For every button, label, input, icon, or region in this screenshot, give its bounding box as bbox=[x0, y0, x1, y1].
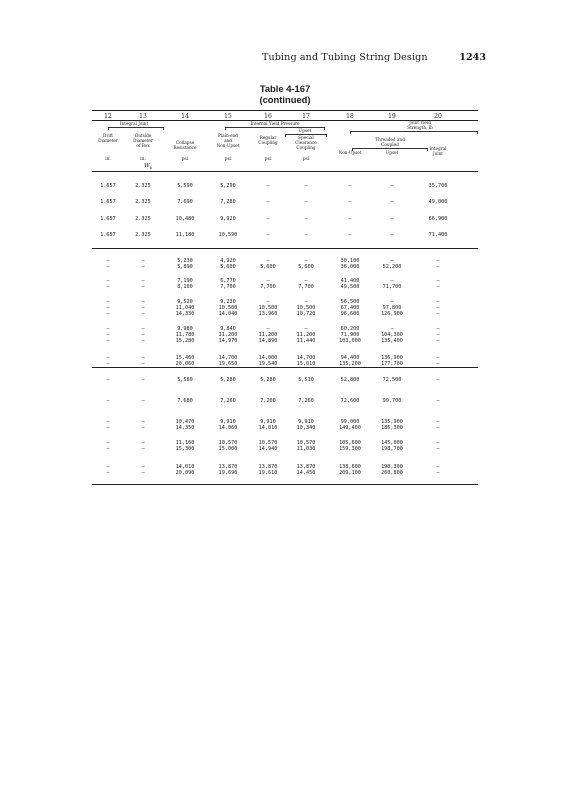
table-cell: — bbox=[106, 470, 110, 476]
table-cell: 13,870 bbox=[218, 464, 238, 470]
table-cell: — bbox=[106, 264, 110, 270]
table-cell: 13,870 bbox=[258, 464, 278, 470]
table-cell: 126,900 bbox=[381, 311, 403, 317]
table-cell: 71,400 bbox=[428, 231, 448, 238]
table-cell: 7,690 bbox=[177, 199, 193, 206]
table-cell: — bbox=[106, 355, 110, 361]
table-cell: 10,720 bbox=[296, 311, 316, 317]
group-header-integral-joint: Integral Joint bbox=[119, 121, 149, 126]
table-cell: — bbox=[266, 183, 270, 189]
table-cell: — bbox=[348, 183, 352, 189]
table-row bbox=[92, 264, 478, 271]
table-cell: 49,000 bbox=[428, 199, 448, 206]
table-cell: 19,650 bbox=[218, 361, 238, 367]
table-cell: 66,900 bbox=[428, 215, 448, 222]
table-cell: 19,690 bbox=[218, 470, 238, 476]
table-row bbox=[92, 425, 478, 432]
table-cell: 6,770 bbox=[220, 278, 236, 284]
table-cell: 14,000 bbox=[258, 355, 278, 361]
table-cell: — bbox=[436, 332, 440, 338]
table-cell: 7,700 bbox=[298, 284, 314, 290]
table-cell: 19,610 bbox=[258, 470, 278, 476]
table-cell: 9,920 bbox=[220, 215, 236, 222]
table-cell: 2.325 bbox=[135, 183, 151, 189]
table-row bbox=[92, 216, 478, 223]
column-number: 12 bbox=[104, 113, 112, 120]
table-cell: 186,300 bbox=[381, 425, 403, 431]
table-cell: — bbox=[106, 258, 110, 264]
table-cell: 138,600 bbox=[339, 464, 361, 470]
table-cell: 13,870 bbox=[296, 464, 316, 470]
table-cell: 5,600 bbox=[260, 264, 276, 270]
table-cell: — bbox=[266, 299, 270, 305]
table-cell: 60,200 bbox=[340, 326, 360, 332]
column-header-line: Coupling bbox=[258, 140, 278, 145]
table-row bbox=[92, 338, 478, 345]
table-cell: — bbox=[436, 278, 440, 284]
column-header-line: Resistance bbox=[173, 145, 197, 150]
table-cell: 7,190 bbox=[177, 278, 193, 284]
table-cell: 10,470 bbox=[175, 419, 195, 425]
table-cell: 14,010 bbox=[175, 464, 195, 470]
table-cell: 2.325 bbox=[135, 215, 151, 222]
unit-label: psi bbox=[302, 157, 310, 162]
column-number: 19 bbox=[388, 113, 396, 120]
table-cell: 14,940 bbox=[258, 446, 278, 452]
table-cell: — bbox=[436, 305, 440, 311]
table-cell: 71,700 bbox=[382, 284, 402, 290]
table-cell: — bbox=[390, 299, 394, 305]
table-cell: — bbox=[106, 377, 110, 383]
table-cell: 72,600 bbox=[340, 398, 360, 404]
table-cell: — bbox=[304, 326, 308, 332]
table-cell: 5,600 bbox=[298, 264, 314, 270]
table-cell: — bbox=[390, 258, 394, 264]
brace-integral-joint bbox=[108, 127, 164, 131]
column-header-line: Regular bbox=[259, 135, 277, 140]
column-header-line: Coupling bbox=[296, 145, 316, 150]
table-cell: 260,800 bbox=[381, 470, 403, 476]
table-cell: 145,000 bbox=[381, 440, 403, 446]
column-header-line: Clearance bbox=[295, 140, 317, 145]
table-cell: 14,040 bbox=[218, 311, 238, 317]
table-cell: — bbox=[436, 299, 440, 305]
table-cell: 136,900 bbox=[381, 355, 403, 361]
table-cell: — bbox=[266, 278, 270, 284]
table-row bbox=[92, 199, 478, 206]
table-cell: 14,010 bbox=[258, 425, 278, 431]
table-cell: 41,400 bbox=[340, 278, 360, 284]
table-cell: 7,260 bbox=[298, 398, 314, 404]
table-cell: 7,280 bbox=[220, 199, 236, 206]
table-cell: — bbox=[390, 199, 394, 206]
column-number: 18 bbox=[346, 113, 354, 120]
table-cell: 9,840 bbox=[220, 326, 236, 332]
table-cell: — bbox=[141, 305, 145, 311]
table-cell: 2.325 bbox=[135, 199, 151, 206]
table-cell: 4,920 bbox=[220, 258, 236, 264]
table-cell: — bbox=[141, 398, 145, 404]
table-cell: — bbox=[141, 311, 145, 317]
table-cell: — bbox=[141, 446, 145, 452]
table-cell: 105,600 bbox=[339, 440, 361, 446]
table-cell: 20,060 bbox=[175, 361, 195, 367]
table-cell: — bbox=[436, 264, 440, 270]
section-rule-1 bbox=[92, 248, 478, 249]
column-header-line: and bbox=[224, 138, 232, 143]
table-cell: 1.657 bbox=[100, 199, 116, 206]
header-bottom-rule bbox=[92, 171, 478, 172]
table-cell: 10,570 bbox=[218, 440, 238, 446]
table-cell: 10,590 bbox=[218, 231, 238, 238]
column-header-line: Collapse bbox=[175, 140, 195, 145]
table-cell: — bbox=[141, 470, 145, 476]
column-header-line: Non-Upset bbox=[338, 150, 362, 155]
table-cell: 10,500 bbox=[218, 305, 238, 311]
table-cell: 14,330 bbox=[175, 311, 195, 317]
table-cell: 14,060 bbox=[218, 425, 238, 431]
table-cell: 10,500 bbox=[296, 305, 316, 311]
table-row bbox=[92, 311, 478, 318]
brace-joint-yield bbox=[350, 131, 478, 135]
table-cell: 1.657 bbox=[100, 215, 116, 222]
table-cell: 67,400 bbox=[340, 305, 360, 311]
table-cell: 9,910 bbox=[298, 419, 314, 425]
table-cell: 30,100 bbox=[340, 258, 360, 264]
table-cell: — bbox=[266, 199, 270, 206]
group-header-upset: Upset bbox=[298, 128, 312, 133]
table-cell: 1.657 bbox=[100, 231, 116, 238]
table-row bbox=[92, 470, 478, 477]
table-cell: 9,230 bbox=[220, 299, 236, 305]
table-cell: — bbox=[390, 215, 394, 222]
unit-label: psi bbox=[264, 157, 272, 162]
group-header-threaded-coupled: Threaded and bbox=[375, 137, 405, 142]
table-cell: 15,000 bbox=[218, 446, 238, 452]
table-cell: 11,160 bbox=[175, 440, 195, 446]
table-cell: — bbox=[436, 464, 440, 470]
table-cell: 11,200 bbox=[258, 332, 278, 338]
table-cell: 5,590 bbox=[177, 183, 193, 189]
table-cell: — bbox=[304, 199, 308, 206]
table-cell: 103,000 bbox=[339, 338, 361, 344]
table-cell: 5,280 bbox=[220, 377, 236, 383]
table-cell: — bbox=[106, 338, 110, 344]
table-title: Table 4-167 bbox=[259, 83, 311, 94]
weight-symbol-subscript: b bbox=[149, 166, 152, 171]
table-cell: 15,280 bbox=[175, 338, 195, 344]
table-cell: 9,910 bbox=[260, 419, 276, 425]
unit-label: psi bbox=[224, 157, 232, 162]
table-cell: — bbox=[436, 398, 440, 404]
table-cell: — bbox=[141, 264, 145, 270]
table-cell: 10,500 bbox=[258, 305, 278, 311]
column-number: 17 bbox=[302, 113, 310, 120]
table-cell: — bbox=[266, 215, 270, 222]
weight-symbol-letter: W bbox=[144, 163, 150, 169]
table-cell: 9,980 bbox=[177, 326, 193, 332]
column-number: 16 bbox=[264, 113, 272, 120]
table-cell: — bbox=[106, 446, 110, 452]
column-header-line: Drift bbox=[103, 133, 113, 138]
table-row bbox=[92, 361, 478, 368]
table-cell: 14,970 bbox=[218, 338, 238, 344]
table-cell: 15,460 bbox=[175, 355, 195, 361]
table-cell: — bbox=[436, 258, 440, 264]
table-row bbox=[92, 284, 478, 291]
weight-symbol bbox=[144, 163, 152, 170]
unit-label: psi bbox=[181, 157, 189, 162]
table-cell: 96,600 bbox=[340, 311, 360, 317]
table-cell: 7,260 bbox=[220, 398, 236, 404]
table-cell: 5,290 bbox=[220, 183, 236, 189]
table-cell: — bbox=[106, 284, 110, 290]
table-cell: — bbox=[141, 464, 145, 470]
table-cell: — bbox=[106, 311, 110, 317]
unit-label: in. bbox=[105, 157, 111, 162]
table-cell: 72,500 bbox=[382, 377, 402, 383]
table-cell: — bbox=[348, 199, 352, 206]
table-cell: — bbox=[141, 440, 145, 446]
table-cell: — bbox=[436, 419, 440, 425]
table-cell: 10,480 bbox=[175, 215, 195, 222]
table-cell: — bbox=[304, 278, 308, 284]
table-cell: — bbox=[304, 231, 308, 238]
table-cell: — bbox=[390, 278, 394, 284]
table-cell: — bbox=[436, 425, 440, 431]
table-cell: — bbox=[141, 361, 145, 367]
table-cell: 14,450 bbox=[296, 470, 316, 476]
table-row bbox=[92, 183, 478, 190]
table-cell: — bbox=[436, 326, 440, 332]
column-header-line: Joint bbox=[433, 151, 443, 156]
table-cell: — bbox=[141, 377, 145, 383]
unit-label: in. bbox=[140, 157, 146, 162]
table-cell: 149,400 bbox=[339, 425, 361, 431]
table-cell: — bbox=[141, 299, 145, 305]
table-cell: 11,780 bbox=[175, 332, 195, 338]
table-cell: — bbox=[436, 440, 440, 446]
table-cell: 135,400 bbox=[381, 338, 403, 344]
table-cell: 14,700 bbox=[218, 355, 238, 361]
running-title: Tubing and Tubing String Design bbox=[262, 52, 428, 63]
table-cell: 94,400 bbox=[340, 355, 360, 361]
table-cell: 7,680 bbox=[177, 398, 193, 404]
table-cell: — bbox=[141, 326, 145, 332]
table-cell: 56,500 bbox=[340, 299, 360, 305]
table-cell: 20,090 bbox=[175, 470, 195, 476]
column-header-line: Special bbox=[298, 135, 314, 140]
table-cell: 49,500 bbox=[340, 284, 360, 290]
table-cell: — bbox=[141, 355, 145, 361]
table-cell: 35,700 bbox=[428, 183, 448, 189]
column-number: 15 bbox=[224, 113, 232, 120]
table-cell: 11,040 bbox=[175, 305, 195, 311]
group-header-joint-yield-2: Strength, lb bbox=[407, 125, 433, 130]
table-cell: — bbox=[304, 215, 308, 222]
table-cell: — bbox=[348, 215, 352, 222]
column-header-line: Plain-end bbox=[218, 133, 238, 138]
table-cell: 14,350 bbox=[175, 425, 195, 431]
table-cell: 14,890 bbox=[258, 338, 278, 344]
table-cell: — bbox=[106, 305, 110, 311]
column-header-line: Non-Upset bbox=[216, 143, 240, 148]
column-header-line: Upset bbox=[385, 150, 399, 155]
table-bottom-rule bbox=[92, 484, 478, 485]
table-cell: 9,910 bbox=[220, 419, 236, 425]
table-cell: — bbox=[390, 231, 394, 238]
table-cell: 8,100 bbox=[177, 284, 193, 290]
table-cell: 5,280 bbox=[260, 377, 276, 383]
column-header-line: Outside bbox=[134, 133, 152, 138]
table-cell: 2.325 bbox=[135, 231, 151, 238]
table-cell: 5,230 bbox=[177, 258, 193, 264]
table-cell: — bbox=[106, 398, 110, 404]
table-cell: 1.657 bbox=[100, 183, 116, 189]
table-cell: 5,580 bbox=[177, 377, 193, 383]
column-header-line: Integral bbox=[429, 146, 447, 151]
table-cell: 135,900 bbox=[381, 419, 403, 425]
table-cell: 104,300 bbox=[381, 332, 403, 338]
table-cell: — bbox=[141, 419, 145, 425]
table-cell: 5,890 bbox=[177, 264, 193, 270]
page-number: 1243 bbox=[459, 52, 486, 63]
table-cell: 36,000 bbox=[340, 264, 360, 270]
column-header-line: of Box bbox=[136, 143, 150, 148]
table-cell: — bbox=[106, 299, 110, 305]
table-cell: — bbox=[304, 258, 308, 264]
table-cell: 99,700 bbox=[382, 398, 402, 404]
column-number: 20 bbox=[434, 113, 442, 120]
table-cell: — bbox=[141, 258, 145, 264]
table-cell: 159,300 bbox=[339, 446, 361, 452]
table-row bbox=[92, 446, 478, 453]
table-cell: — bbox=[106, 326, 110, 332]
table-cell: 97,800 bbox=[382, 305, 402, 311]
table-cell: — bbox=[141, 278, 145, 284]
table-cell: 11,200 bbox=[296, 332, 316, 338]
table-row bbox=[92, 377, 478, 384]
table-cell: 99,000 bbox=[340, 419, 360, 425]
table-cell: 10,570 bbox=[258, 440, 278, 446]
table-cell: — bbox=[141, 332, 145, 338]
table-cell: 7,700 bbox=[260, 284, 276, 290]
table-cell: — bbox=[141, 338, 145, 344]
table-cell: — bbox=[436, 361, 440, 367]
table-cell: 15,300 bbox=[175, 446, 195, 452]
table-cell: — bbox=[141, 284, 145, 290]
table-cell: — bbox=[266, 326, 270, 332]
column-number: 14 bbox=[181, 113, 189, 120]
table-cell: 10,570 bbox=[296, 440, 316, 446]
table-cell: 19,540 bbox=[258, 361, 278, 367]
table-cell: 52,800 bbox=[340, 377, 360, 383]
table-cell: — bbox=[106, 332, 110, 338]
table-cell: — bbox=[304, 299, 308, 305]
table-cell: — bbox=[436, 311, 440, 317]
table-cell: 15,010 bbox=[296, 361, 316, 367]
table-cell: 198,700 bbox=[381, 446, 403, 452]
table-cell: — bbox=[266, 258, 270, 264]
table-cell: 11,030 bbox=[296, 446, 316, 452]
group-header-internal-yield: Internal Yield Pressure bbox=[250, 121, 300, 126]
table-cell: 10,340 bbox=[296, 425, 316, 431]
column-header-line: Diameter bbox=[98, 138, 118, 143]
table-cell: — bbox=[390, 326, 394, 332]
table-cell: 5,600 bbox=[220, 264, 236, 270]
table-cell: — bbox=[436, 446, 440, 452]
table-cell: — bbox=[141, 425, 145, 431]
group-header-joint-yield: Joint Yield bbox=[409, 120, 431, 125]
table-cell: — bbox=[436, 284, 440, 290]
table-cell: 11,200 bbox=[218, 332, 238, 338]
table-cell: 7,700 bbox=[220, 284, 236, 290]
table-cell: 14,700 bbox=[296, 355, 316, 361]
table-title-block bbox=[92, 83, 478, 105]
table-cell: — bbox=[106, 361, 110, 367]
table-cell: 71,900 bbox=[340, 332, 360, 338]
table-cell: 209,100 bbox=[339, 470, 361, 476]
table-cell: — bbox=[348, 231, 352, 238]
group-header-threaded-coupled-2: Coupled bbox=[381, 142, 399, 147]
table-cell: — bbox=[436, 338, 440, 344]
table-cell: — bbox=[106, 464, 110, 470]
table-cell: 11,440 bbox=[296, 338, 316, 344]
table-cell: 190,300 bbox=[381, 464, 403, 470]
table-cell: — bbox=[436, 377, 440, 383]
table-cell: — bbox=[436, 470, 440, 476]
table-cell: — bbox=[106, 419, 110, 425]
table-subtitle: (continued) bbox=[259, 94, 311, 105]
table-cell: — bbox=[390, 183, 394, 189]
table-row bbox=[92, 232, 478, 239]
table-cell: 135,200 bbox=[339, 361, 361, 367]
table-cell: 7,200 bbox=[260, 398, 276, 404]
table-cell: 177,700 bbox=[381, 361, 403, 367]
table-cell: 52,200 bbox=[382, 264, 402, 270]
table-row bbox=[92, 398, 478, 405]
table-cell: — bbox=[106, 278, 110, 284]
table-cell: 9,520 bbox=[177, 299, 193, 305]
table-top-rule bbox=[92, 110, 478, 111]
table-cell: 13,960 bbox=[258, 311, 278, 317]
table-cell: — bbox=[106, 440, 110, 446]
table-cell: — bbox=[266, 231, 270, 238]
table-cell: 11,180 bbox=[175, 231, 195, 238]
table-cell: — bbox=[304, 183, 308, 189]
table-cell: — bbox=[106, 425, 110, 431]
column-number: 13 bbox=[139, 113, 147, 120]
table-cell: 5,510 bbox=[298, 377, 314, 383]
table-cell: — bbox=[436, 355, 440, 361]
column-header-line: Diameter bbox=[133, 138, 153, 143]
